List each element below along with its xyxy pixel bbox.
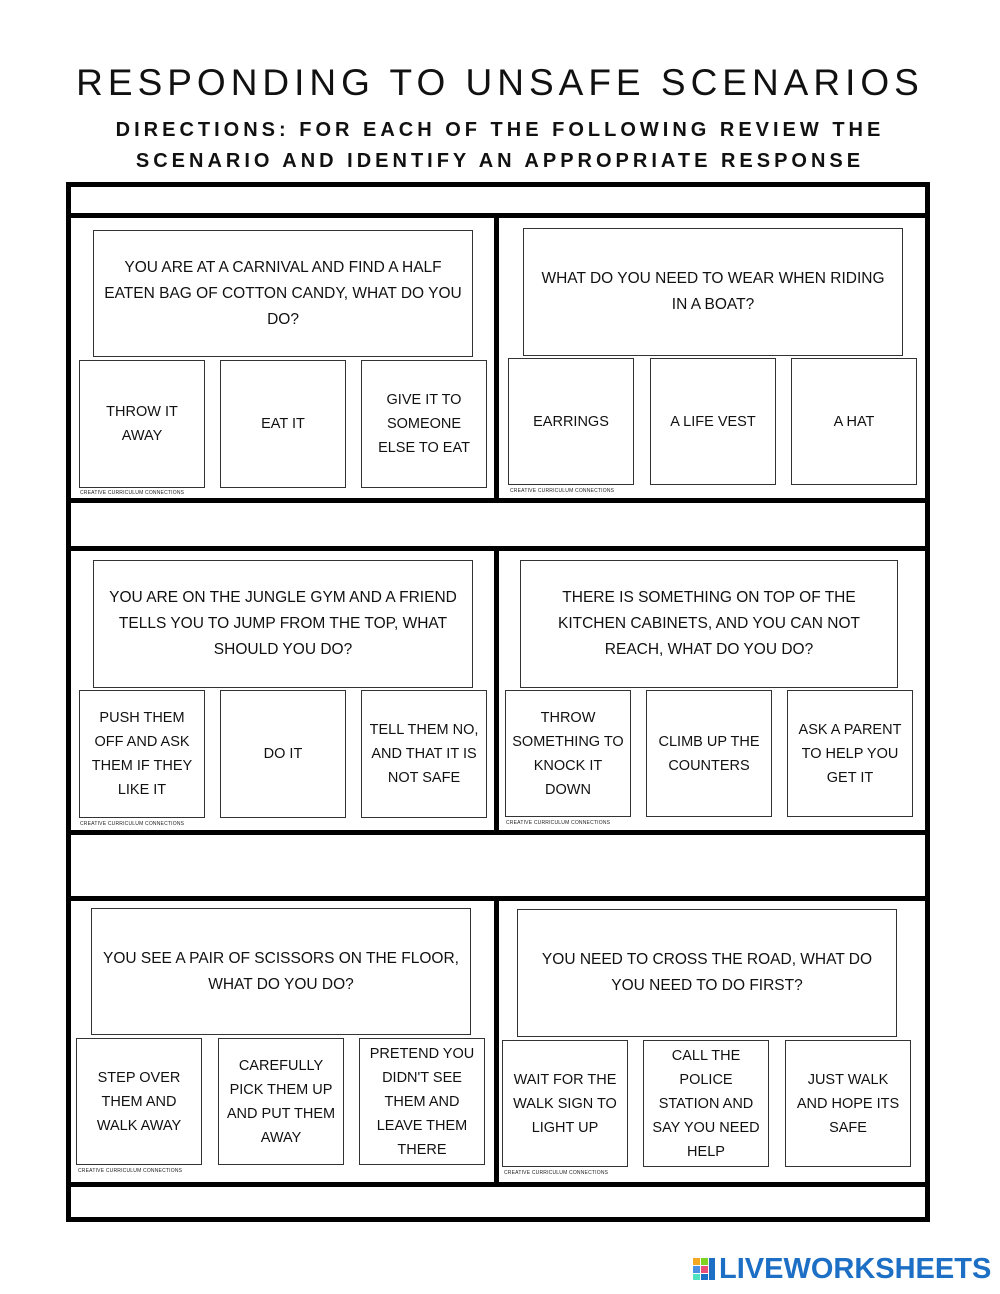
scenario-1-answer-1[interactable]: THROW IT AWAY xyxy=(79,360,205,488)
scenario-5-answer-1[interactable]: STEP OVER THEM AND WALK AWAY xyxy=(76,1038,202,1165)
column-divider xyxy=(494,215,499,501)
credit-label: CREATIVE CURRICULUM CONNECTIONS xyxy=(506,820,611,826)
page-title: RESPONDING TO UNSAFE SCENARIOS xyxy=(76,62,924,103)
scenario-3-answer-2[interactable]: DO IT xyxy=(220,690,346,818)
scenario-4-question: THERE IS SOMETHING ON TOP OF THE KITCHEN CABINETS, AND YOU CAN NOT REACH, WHAT DO YOU DO? xyxy=(520,560,898,688)
credit-label: CREATIVE CURRICULUM CONNECTIONS xyxy=(504,1170,609,1176)
scenario-1-answer-2[interactable]: EAT IT xyxy=(220,360,346,488)
scenario-3-answer-1[interactable]: PUSH THEM OFF AND ASK THEM IF THEY LIKE IT xyxy=(79,690,205,818)
liveworksheets-logo-text: LIVEWORKSHEETS xyxy=(719,1252,992,1285)
scenario-5-question: YOU SEE A PAIR OF SCISSORS ON THE FLOOR, WHAT DO YOU DO? xyxy=(91,908,471,1035)
scenario-4-answer-2[interactable]: CLIMB UP THE COUNTERS xyxy=(646,690,772,817)
credit-label: CREATIVE CURRICULUM CONNECTIONS xyxy=(78,1168,183,1174)
column-divider xyxy=(494,548,499,833)
scenario-3-question: YOU ARE ON THE JUNGLE GYM AND A FRIEND TELLS YOU TO JUMP FROM THE TOP, WHAT SHOULD YOU DO? xyxy=(93,560,473,688)
scenario-1-question: YOU ARE AT A CARNIVAL AND FIND A HALF EATEN BAG OF COTTON CANDY, WHAT DO YOU DO? xyxy=(93,230,473,357)
scenario-5-answer-3[interactable]: PRETEND YOU DIDN'T SEE THEM AND LEAVE THEM THERE xyxy=(359,1038,485,1165)
scenario-6-answer-1[interactable]: WAIT FOR THE WALK SIGN TO LIGHT UP xyxy=(502,1040,628,1167)
credit-label: CREATIVE CURRICULUM CONNECTIONS xyxy=(80,821,185,827)
scenario-6-answer-3[interactable]: JUST WALK AND HOPE ITS SAFE xyxy=(785,1040,911,1167)
scenario-1-answer-3[interactable]: GIVE IT TO SOMEONE ELSE TO EAT xyxy=(361,360,487,488)
scenario-3-answer-3[interactable]: TELL THEM NO, AND THAT IT IS NOT SAFE xyxy=(361,690,487,818)
scenario-2-answer-2[interactable]: A LIFE VEST xyxy=(650,358,776,485)
scenario-4-answer-1[interactable]: THROW SOMETHING TO KNOCK IT DOWN xyxy=(505,690,631,817)
scenario-6-answer-2[interactable]: CALL THE POLICE STATION AND SAY YOU NEED HELP xyxy=(643,1040,769,1167)
column-divider xyxy=(494,898,499,1185)
scenario-5-answer-2[interactable]: CAREFULLY PICK THEM UP AND PUT THEM AWAY xyxy=(218,1038,344,1165)
scenario-2-answer-3[interactable]: A HAT xyxy=(791,358,917,485)
scenario-4-answer-3[interactable]: ASK A PARENT TO HELP YOU GET IT xyxy=(787,690,913,817)
directions-line-1: DIRECTIONS: FOR EACH OF THE FOLLOWING REVIEW THE xyxy=(115,119,885,141)
directions xyxy=(0,115,1000,177)
scenario-2-answer-1[interactable]: EARRINGS xyxy=(508,358,634,485)
scenario-6-question: YOU NEED TO CROSS THE ROAD, WHAT DO YOU NEED TO DO FIRST? xyxy=(517,909,897,1037)
scenario-2-question: WHAT DO YOU NEED TO WEAR WHEN RIDING IN A BOAT? xyxy=(523,228,903,356)
liveworksheets-logo xyxy=(692,1252,991,1286)
directions-line-2: SCENARIO AND IDENTIFY AN APPROPRIATE RESPONSE xyxy=(135,150,865,172)
credit-label: CREATIVE CURRICULUM CONNECTIONS xyxy=(510,488,615,494)
liveworksheets-logo-icon xyxy=(692,1257,716,1281)
credit-label: CREATIVE CURRICULUM CONNECTIONS xyxy=(80,490,185,496)
